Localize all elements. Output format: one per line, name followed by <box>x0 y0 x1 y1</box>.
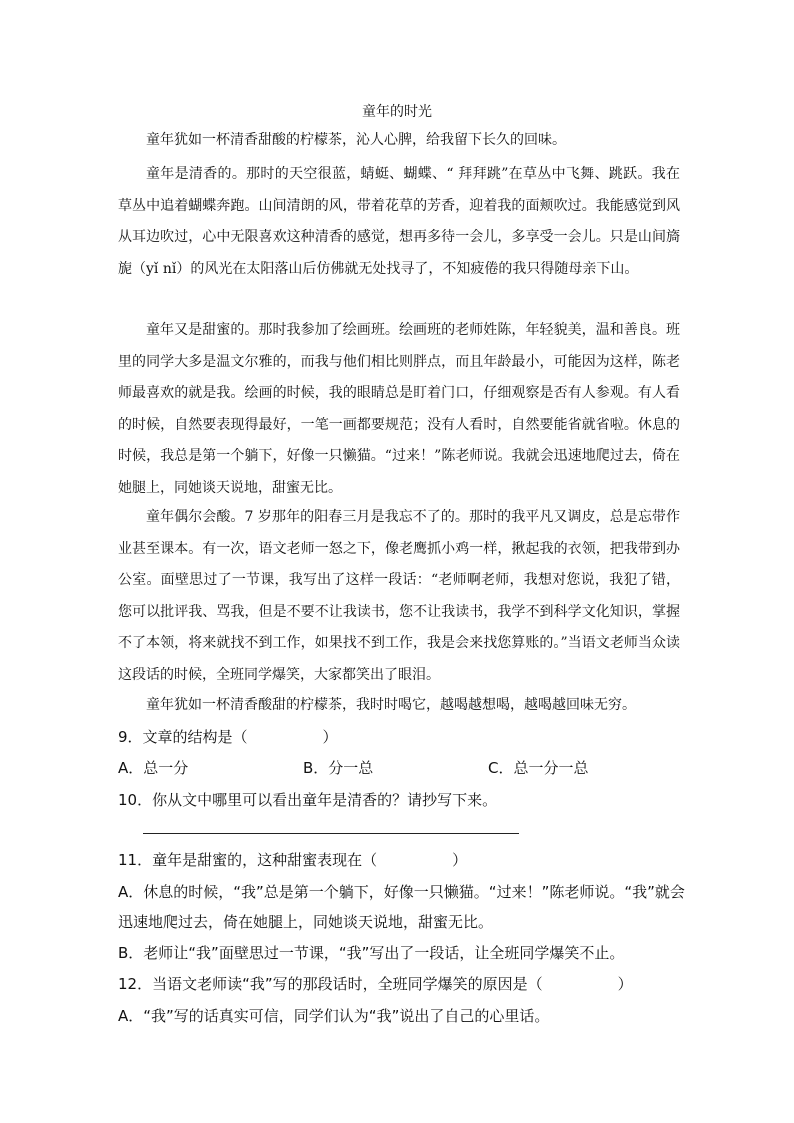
question-9-options <box>118 754 688 782</box>
question-11-option-a[interactable]: A．休息的时候，“我”总是第一个躺下，好像一只懒猫。“过来！”陈老师说。“我”就会迅速地爬过去，倚在她腿上，同她谈天说地，甜蜜无比。 <box>118 883 685 931</box>
question-10-answer-line[interactable] <box>143 833 519 834</box>
article-paragraph-3: 童年又是甜蜜的。那时我参加了绘画班。绘画班的老师姓陈，年轻貌美，温和善良。班里的同学大多是温文尔雅的，而我与他们相比则胖点，而且年龄最小，可能因为这样，陈老师最喜欢的就是我。绘画的时候，我的眼睛总是盯着门口，仔细观察是否有人参观。有人看的时候，自然要表现得最好，一笔一画都要规范；没有人看时，自然要能省就省啦。休息的时候，我总是第一个躺下，好像一只懒猫。“过来！”陈老师说。我就会迅速地爬过去，倚在她腿上，同她谈天说地，甜蜜无比。 <box>118 322 680 496</box>
question-12-option-a[interactable]: A．“我”写的话真实可信，同学们认为“我”说出了自己的心里话。 <box>118 1007 550 1025</box>
question-9-option-c[interactable]: C．总一分一总 <box>488 759 589 777</box>
question-9-option-a[interactable]: A．总一分 <box>118 759 189 777</box>
question-9-stem: 9．文章的结构是（ ） <box>118 728 338 746</box>
article-paragraph-4: 童年偶尔会酸。7 岁那年的阳春三月是我忘不了的。那时的我平凡又调皮，总是忘带作业甚至课本。有一次，语文老师一怒之下，像老鹰抓小鸡一样，揪起我的衣领，把我带到办公室。面壁思过了一节课，我写出了这样一段话：“老师啊老师，我想对您说，我犯了错，您可以批评我、骂我，但是不要不让我读书，您不让我读书，我学不到科学文化知识，掌握不了本领，将来就找不到工作，如果找不到工作，我是会来找您算账的。”当语文老师当众读这段话的时候，全班同学爆笑，大家都笑出了眼泪。 <box>118 509 680 683</box>
question-12-stem: 12．当语文老师读“我”写的那段话时，全班同学爆笑的原因是（ ） <box>118 975 633 993</box>
article-paragraph-1: 童年犹如一杯清香甜酸的柠檬茶，沁人心脾，给我留下长久的回味。 <box>146 132 566 148</box>
article-paragraph-2: 童年是清香的。那时的天空很蓝，蜻蜓、蝴蝶、“ 拜拜跳”在草丛中飞舞、跳跃。我在草丛中追着蝴蝶奔跑。山间清朗的风，带着花草的芳香，迎着我的面颊吹过。我能感觉到风从耳边吹过，心中无限喜欢这种清香的感觉，想再多待一会儿，多享受一会儿。只是山间旖旎（yǐ nǐ）的风光在太阳落山后仿佛就无处找寻了，不知疲倦的我只得随母亲下山。 <box>118 166 680 277</box>
question-11-option-b[interactable]: B．老师让“我”面壁思过一节课，“我”写出了一段话，让全班同学爆笑不止。 <box>118 944 625 962</box>
question-9-option-b[interactable]: B．分一总 <box>303 759 374 777</box>
question-11-stem: 11．童年是甜蜜的，这种甜蜜表现在（ ） <box>118 851 468 869</box>
article-paragraph-5: 童年犹如一杯清香酸甜的柠檬茶，我时时喝它，越喝越想喝，越喝越回味无穷。 <box>146 697 636 713</box>
question-10-stem: 10．你从文中哪里可以看出童年是清香的？请抄写下来。 <box>118 791 498 809</box>
article-title: 童年的时光 <box>362 104 432 120</box>
